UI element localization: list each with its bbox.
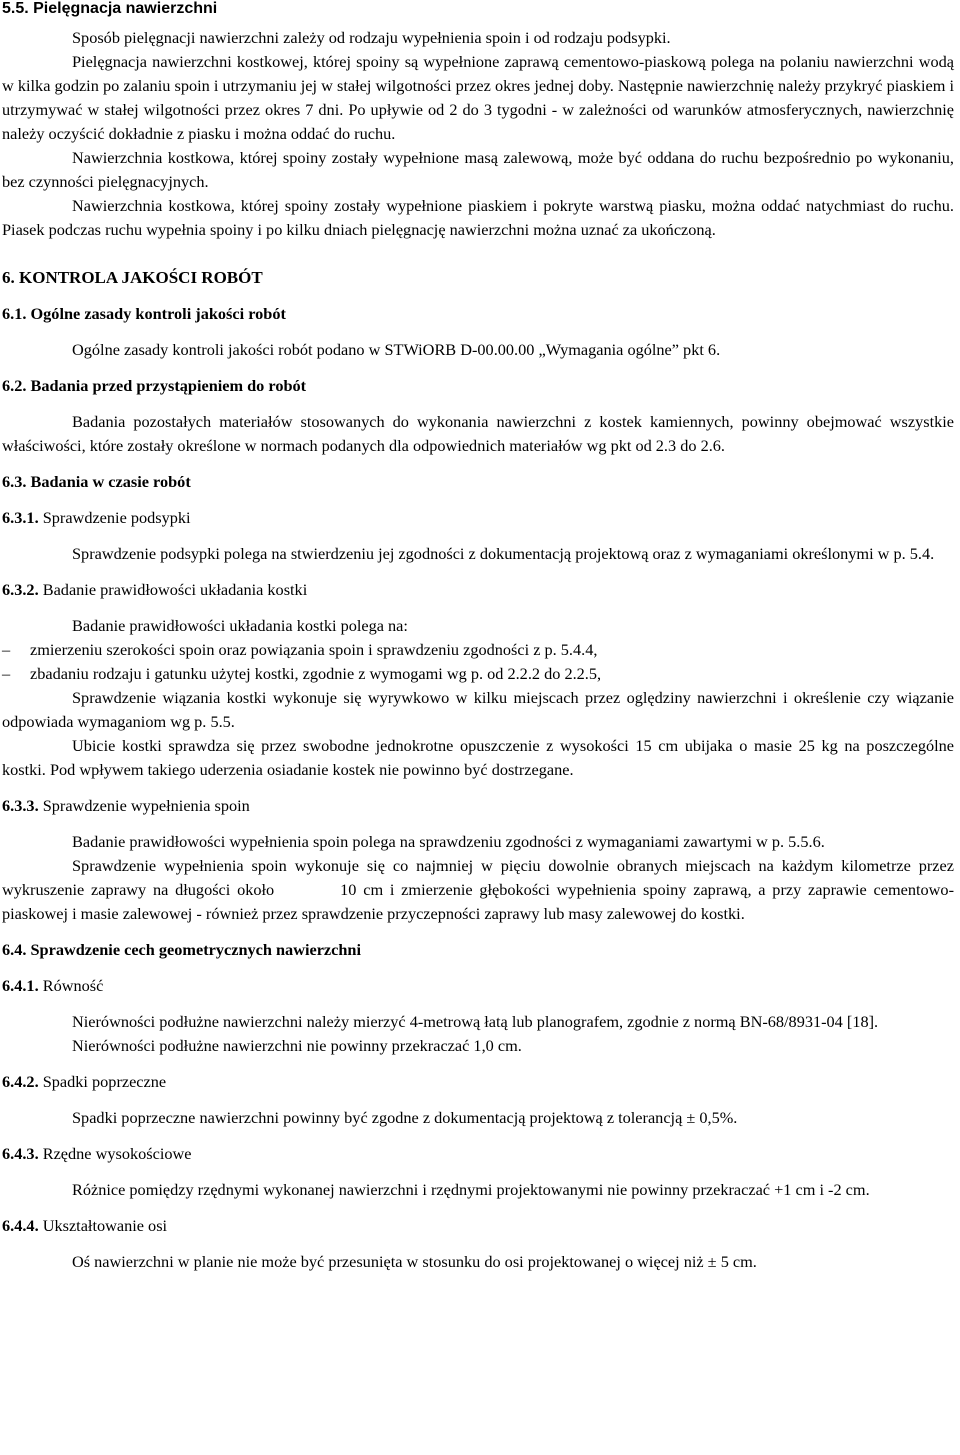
- section-number: 6.3.1.: [2, 508, 39, 527]
- section-number: 6.3.2.: [2, 580, 39, 599]
- paragraph: Badania pozostałych materiałów stosowanych do wykonania nawierzchni z kostek kamiennych, powinny obejmować wszystkie właściwości, które zostały określone w normach podanych dla odpowiednich materiałów wg pkt od 2.3 do 2.6.: [2, 412, 954, 455]
- section-6-4-4-heading: [2, 1214, 954, 1238]
- section-6-3-3-heading: [2, 794, 954, 818]
- section-6-3-heading: 6.3. Badania w czasie robót: [2, 472, 191, 491]
- paragraph: Oś nawierzchni w planie nie może być przesunięta w stosunku do osi projektowanej o więcej niż ± 5 cm.: [72, 1252, 757, 1271]
- paragraph: Nierówności podłużne nawierzchni nie powinny przekraczać 1,0 cm.: [72, 1036, 522, 1055]
- section-title: Sprawdzenie podsypki: [42, 508, 191, 527]
- section-title: Rzędne wysokościowe: [42, 1144, 192, 1163]
- paragraph: Badanie prawidłowości wypełnienia spoin polega na sprawdzeniu zgodności z wymaganiami zawartymi w p. 5.5.6.: [72, 832, 825, 851]
- section-number: 6.4.1.: [2, 976, 39, 995]
- paragraph: Nierówności podłużne nawierzchni należy mierzyć 4-metrową łatą lub planografem, zgodnie z normą BN-68/8931-04 [18].: [72, 1012, 879, 1031]
- section-6-4-2-heading: [2, 1070, 954, 1094]
- section-title: Spadki poprzeczne: [42, 1072, 167, 1091]
- section-number: 6.3.3.: [2, 796, 39, 815]
- section-6-2-heading: 6.2. Badania przed przystąpieniem do robót: [2, 376, 307, 395]
- section-6-3-2-heading: [2, 578, 954, 602]
- paragraph: Sprawdzenie wypełnienia spoin wykonuje się co najmniej w pięciu dowolnie obranych miejscach na każdym kilometrze przez wykruszenie zaprawy na długości około 10 cm i zmierzenie głębokości wypełnienia spoiny zaprawą, a przy zaprawie cementowo-piaskowej i masie zalewowej - również przez sprawdzenie przyczepności zaprawy lub masy zalewowej do kostki.: [2, 856, 954, 923]
- dash-bullet-icon: –: [2, 664, 11, 683]
- paragraph: Sprawdzenie wiązania kostki wykonuje się wyrywkowo w kilku miejscach przez oględziny nawierzchni i określenie czy wiązanie odpowiada wymaganiom wg p. 5.5.: [2, 688, 954, 731]
- list-item: – zmierzeniu szerokości spoin oraz powiązania spoin i sprawdzeniu zgodności z p. 5.4.4,: [2, 638, 954, 662]
- paragraph: Ogólne zasady kontroli jakości robót podano w STWiORB D-00.00.00 „Wymagania ogólne” pkt 6.: [72, 340, 721, 359]
- section-5-5-heading: 5.5. Pielęgnacja nawierzchni: [2, 0, 218, 17]
- section-6-4-3-heading: [2, 1142, 954, 1166]
- dash-list: [2, 638, 954, 686]
- section-title: Równość: [42, 976, 104, 995]
- paragraph: Pielęgnacja nawierzchni kostkowej, której spoiny są wypełnione zaprawą cementowo-piaskową polega na polaniu nawierzchni wodą w kilka godzin po zalaniu spoin i utrzymaniu jej w stałej wilgotności przez okres jednej doby. Następnie nawierzchnię należy przykryć piaskiem i utrzymywać w stałej wilgotności przez okres 7 dni. Po upływie od 2 do 3 tygodni - w zależności od warunków atmosferycznych, nawierzchnię należy oczyścić dokładnie z piasku i można oddać do ruchu.: [2, 52, 954, 143]
- section-title: Badanie prawidłowości układania kostki: [42, 580, 308, 599]
- paragraph: Spadki poprzeczne nawierzchni powinny być zgodne z dokumentacją projektową z tolerancją ± 0,5%.: [72, 1108, 738, 1127]
- paragraph: Nawierzchnia kostkowa, której spoiny zostały wypełnione masą zalewową, może być oddana do ruchu bezpośrednio po wykonaniu, bez czynności pielęgnacyjnych.: [2, 148, 954, 191]
- section-number: 6.4.2.: [2, 1072, 39, 1091]
- section-6-heading: 6. KONTROLA JAKOŚCI ROBÓT: [2, 268, 263, 287]
- paragraph: Sposób pielęgnacji nawierzchni zależy od rodzaju wypełnienia spoin i od rodzaju podsypki.: [72, 28, 671, 47]
- section-title: Ukształtowanie osi: [42, 1216, 168, 1235]
- paragraph: Badanie prawidłowości układania kostki polega na:: [72, 616, 408, 635]
- section-6-4-1-heading: [2, 974, 954, 998]
- paragraph: Różnice pomiędzy rzędnymi wykonanej nawierzchni i rzędnymi projektowanymi nie powinny przekraczać +1 cm i -2 cm.: [72, 1180, 870, 1199]
- paragraph: Ubicie kostki sprawdza się przez swobodne jednokrotne opuszczenie z wysokości 15 cm ubijaka o masie 25 kg na poszczególne kostki. Pod wpływem takiego uderzenia osiadanie kostek nie powinno być dostrzegane.: [2, 736, 954, 779]
- section-6-3-1-heading: [2, 506, 954, 530]
- dash-bullet-icon: –: [2, 640, 11, 659]
- section-number: 6.4.4.: [2, 1216, 39, 1235]
- paragraph: Sprawdzenie podsypki polega na stwierdzeniu jej zgodności z dokumentacją projektową oraz z wymaganiami określonymi w p. 5.4.: [72, 544, 935, 563]
- list-item: – zbadaniu rodzaju i gatunku użytej kostki, zgodnie z wymogami wg p. od 2.2.2 do 2.2.5,: [2, 662, 954, 686]
- section-title: Sprawdzenie wypełnienia spoin: [42, 796, 250, 815]
- paragraph: Nawierzchnia kostkowa, której spoiny zostały wypełnione piaskiem i pokryte warstwą piasku, można oddać natychmiast do ruchu. Piasek podczas ruchu wypełnia spoiny i po kilku dniach pielęgnację nawierzchni można uznać za ukończoną.: [2, 196, 954, 239]
- section-6-1-heading: 6.1. Ogólne zasady kontroli jakości robót: [2, 304, 286, 323]
- section-6-4-heading: 6.4. Sprawdzenie cech geometrycznych nawierzchni: [2, 940, 362, 959]
- section-number: 6.4.3.: [2, 1144, 39, 1163]
